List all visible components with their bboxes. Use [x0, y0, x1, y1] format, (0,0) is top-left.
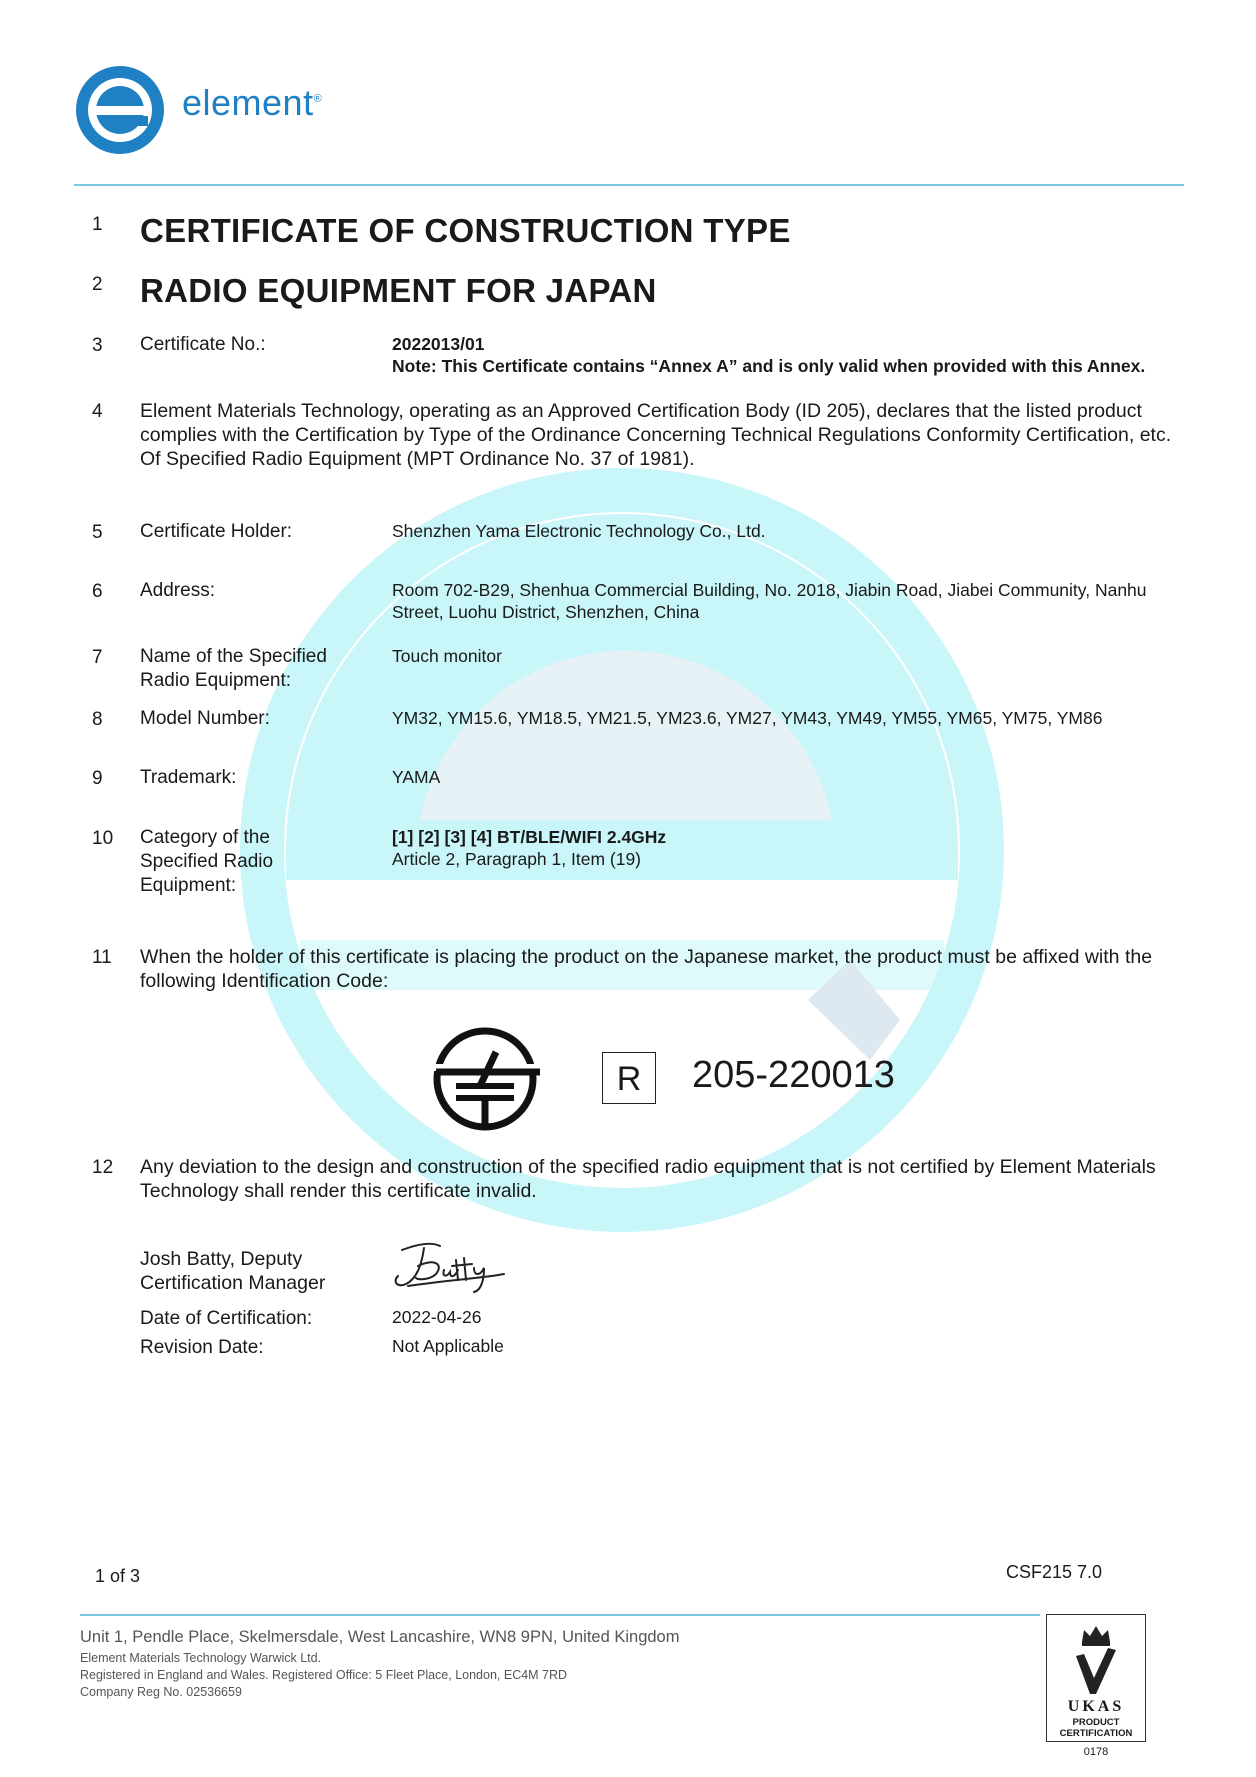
trademark-label: Trademark: [140, 767, 237, 788]
annex-note: Note: This Certificate contains “Annex A” and is only valid when provided with this Annex. [392, 356, 1146, 376]
equipment-name-label: Name of the Specified Radio Equipment: [140, 646, 327, 691]
page-number: 1 of 3 [95, 1566, 141, 1586]
declaration-text: Element Materials Technology, operating as an Approved Certification Body (ID 205), declares that the listed product complies with the Certification by Type of the Ordinance Concerning Technical Regulations Conformity Certification, etc. Of Specified Radio Equipment (MPT Ordinance No. 37 of 1981). [140, 400, 1172, 470]
category-bands: [1] [2] [3] [4] BT/BLE/WIFI 2.4GHz [392, 827, 667, 847]
ukas-product: PRODUCT [1072, 1717, 1120, 1728]
section-number: 9 [92, 768, 103, 789]
section-number: 1 [92, 214, 103, 235]
r-mark: R [602, 1052, 656, 1104]
cert-no-value: 2022013/01 [392, 334, 485, 354]
revision-date-label: Revision Date: [140, 1337, 264, 1358]
deviation-text: Any deviation to the design and construction of the specified radio equipment that is not certified by Element Materials Technology shall render this certificate invalid. [140, 1156, 1156, 1202]
header-divider [74, 184, 1184, 186]
element-logo-icon [74, 64, 166, 156]
footer-divider [80, 1614, 1040, 1616]
identification-code: 205-220013 [692, 1054, 895, 1096]
brand-name: element® [182, 82, 323, 123]
model-label: Model Number: [140, 708, 270, 729]
address-value: Room 702-B29, Shenhua Commercial Building, No. 2018, Jiabin Road, Jiabei Community, Nanhu Street, Luohu District, Shenzhen, China [392, 580, 1147, 622]
section-number: 3 [92, 335, 103, 356]
footer-company-reg: Company Reg No. 02536659 [80, 1685, 242, 1699]
ukas-number: 0178 [1083, 1746, 1109, 1758]
footer-address: Unit 1, Pendle Place, Skelmersdale, West Lancashire, WN8 9PN, United Kingdom [80, 1628, 680, 1646]
holder-value: Shenzhen Yama Electronic Technology Co., Ltd. [392, 521, 766, 541]
category-label: Category of the Specified Radio Equipment: [140, 827, 274, 896]
section-number: 2 [92, 274, 103, 295]
section-number: 12 [92, 1157, 114, 1178]
section-number: 11 [92, 947, 112, 968]
holder-label: Certificate Holder: [140, 521, 293, 542]
giteki-mark-icon [432, 1024, 542, 1134]
signature-image [388, 1236, 508, 1298]
equipment-name-value: Touch monitor [392, 646, 502, 666]
crown-tick-icon [1074, 1622, 1118, 1696]
identification-text: When the holder of this certificate is placing the product on the Japanese market, the product must be affixed with the following Identification Code: [140, 946, 1153, 992]
signatory-name: Josh Batty, Deputy Certification Manager [140, 1248, 326, 1294]
cert-date-value: 2022-04-26 [392, 1307, 482, 1327]
ukas-label: UKAS [1067, 1698, 1125, 1715]
cert-no-label: Certificate No.: [140, 334, 266, 355]
footer-registered-office: Registered in England and Wales. Registered Office: 5 Fleet Place, London, EC4M 7RD [80, 1668, 568, 1682]
section-number: 5 [92, 522, 103, 543]
form-number: CSF215 7.0 [1006, 1562, 1103, 1582]
section-number: 6 [92, 581, 103, 602]
category-article: Article 2, Paragraph 1, Item (19) [392, 849, 641, 869]
address-label: Address: [140, 580, 215, 601]
trademark-value: YAMA [392, 767, 441, 787]
revision-date-value: Not Applicable [392, 1336, 504, 1356]
ukas-certification: CERTIFICATION [1059, 1728, 1133, 1739]
section-number: 7 [92, 647, 103, 668]
model-value: YM32, YM15.6, YM18.5, YM21.5, YM23.6, YM27, YM43, YM49, YM55, YM65, YM75, YM86 [392, 708, 1103, 728]
certificate-title: CERTIFICATE OF CONSTRUCTION TYPE [140, 212, 791, 249]
section-number: 10 [92, 828, 114, 849]
footer-company: Element Materials Technology Warwick Ltd. [80, 1651, 322, 1665]
section-number: 4 [92, 401, 103, 422]
cert-date-label: Date of Certification: [140, 1308, 313, 1329]
section-number: 8 [92, 709, 103, 730]
certificate-subtitle: RADIO EQUIPMENT FOR JAPAN [140, 272, 657, 309]
